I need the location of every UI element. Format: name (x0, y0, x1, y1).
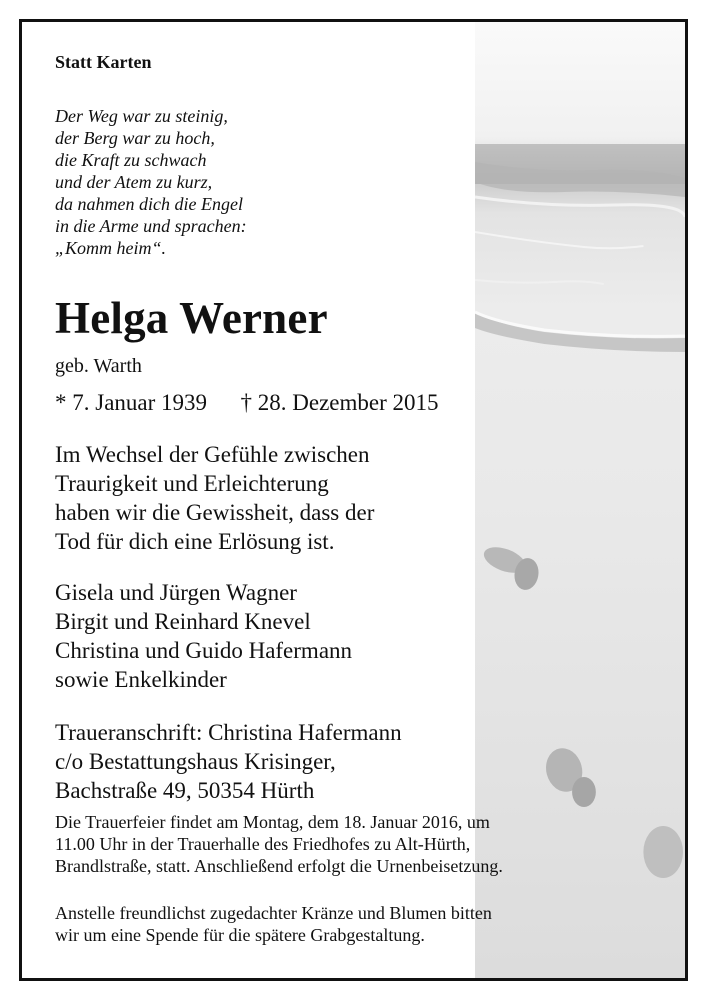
deceased-name: Helga Werner (55, 293, 328, 343)
address-line: Bachstraße 49, 50354 Hürth (55, 778, 315, 803)
life-dates (55, 390, 439, 416)
mourning-address (55, 718, 402, 805)
mourning-text (55, 440, 374, 556)
poem-line: und der Atem zu kurz, (55, 172, 213, 192)
ceremony-line: Brandlstraße, statt. Anschließend erfolgt die Urnenbeisetzung. (55, 856, 503, 876)
poem-line: „Komm heim“. (55, 238, 167, 258)
birth-name: geb. Warth (55, 355, 142, 377)
donation-note (55, 902, 492, 946)
text-line: Im Wechsel der Gefühle zwischen (55, 442, 370, 467)
poem-line: der Berg war zu hoch, (55, 128, 215, 148)
address-line: c/o Bestattungshaus Krisinger, (55, 749, 336, 774)
text-line: Tod für dich eine Erlösung ist. (55, 529, 335, 554)
family-line: sowie Enkelkinder (55, 667, 227, 692)
obituary-text (22, 22, 685, 978)
donation-line: Anstelle freundlichst zugedachter Kränze und Blumen bitten (55, 903, 492, 923)
poem-line: in die Arme und sprachen: (55, 216, 247, 236)
poem-line: da nahmen dich die Engel (55, 194, 243, 214)
poem-line: die Kraft zu schwach (55, 150, 207, 170)
death-date: † 28. Dezember 2015 (240, 390, 439, 415)
poem (55, 105, 247, 259)
address-line: Traueranschrift: Christina Hafermann (55, 720, 402, 745)
statt-karten-heading: Statt Karten (55, 52, 152, 72)
family-line: Birgit und Reinhard Knevel (55, 609, 311, 634)
family-line: Christina und Guido Hafermann (55, 638, 353, 663)
poem-line: Der Weg war zu steinig, (55, 106, 228, 126)
ceremony-line: 11.00 Uhr in der Trauerhalle des Friedhofes zu Alt-Hürth, (55, 834, 471, 854)
family-list (55, 578, 352, 694)
text-line: Traurigkeit und Erleichterung (55, 471, 329, 496)
ceremony-line: Die Trauerfeier findet am Montag, dem 18. Januar 2016, um (55, 812, 490, 832)
family-line: Gisela und Jürgen Wagner (55, 580, 297, 605)
obituary-frame (19, 19, 688, 981)
donation-line: wir um eine Spende für die spätere Grabgestaltung. (55, 925, 425, 945)
ceremony-info (55, 811, 503, 877)
birth-date: * 7. Januar 1939 (55, 390, 208, 415)
text-line: haben wir die Gewissheit, dass der (55, 500, 375, 525)
